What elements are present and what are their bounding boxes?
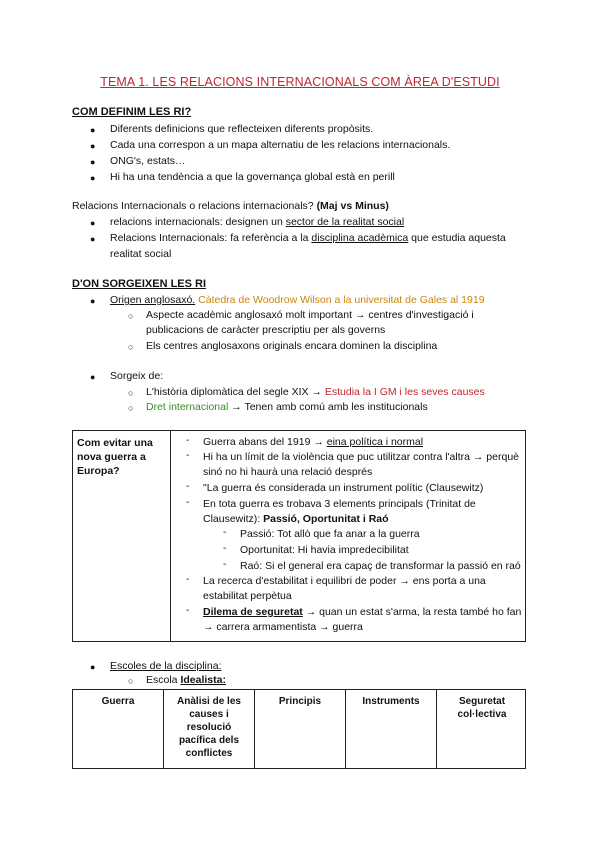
bullet-icon: ●: [90, 141, 96, 151]
text: L'història diplomàtica del segle XIX →: [146, 386, 325, 398]
list-item: [146, 401, 428, 413]
list-item: [110, 232, 506, 244]
text: → quan un estat s'arma, la resta també ho fan: [302, 606, 522, 618]
list-item: Els centres anglosaxons originals encara dominen la disciplina: [146, 340, 438, 352]
section-heading-definim: COM DEFINIM LES RI?: [72, 106, 192, 118]
question-bold: (Maj vs Minus): [316, 200, 389, 212]
list-item: La recerca d'estabilitat i equilibri de poder → ens porta a una: [203, 575, 486, 587]
dash-icon: -: [223, 559, 227, 570]
bullet-icon: ●: [90, 296, 96, 306]
bold-text: Idealista:: [180, 674, 226, 686]
list-item: [203, 606, 521, 618]
bullet-icon: ●: [90, 173, 96, 183]
text: relacions internacionals: designen un: [110, 216, 286, 228]
text: Relacions Internacionals: fa referència a la: [110, 232, 312, 244]
highlighted-text: Càtedra de Woodrow Wilson a la universitat de Gales al 1919: [195, 294, 485, 306]
text: que estudia aquesta: [408, 232, 506, 244]
table-header-cell: Anàlisi de les causes i resolució pacífica dels conflictes: [177, 696, 241, 759]
section-heading-sorgeixen: D'ON SORGEIXEN LES RI: [72, 278, 207, 290]
highlighted-text: Dret internacional: [146, 401, 229, 413]
list-item: [146, 386, 485, 398]
bullet-icon: ●: [90, 662, 96, 672]
bullet-icon: ●: [90, 234, 96, 244]
list-item: Hi ha un límit de la violència que puc utilitzar contra l'altra → perquè: [203, 451, 519, 463]
table-divider: [170, 430, 171, 641]
dash-icon: -: [223, 527, 227, 538]
dash-icon: -: [223, 543, 227, 554]
circle-bullet-icon: ○: [128, 403, 134, 413]
underlined-text: sector de la realitat social: [285, 216, 405, 228]
table-divider: [436, 689, 437, 768]
list-item-continuation: realitat social: [110, 248, 172, 260]
list-item: Aspecte acadèmic anglosaxó molt important → centres d'investigació i: [146, 309, 474, 321]
dash-icon: -: [186, 435, 190, 446]
list-item: Diferents definicions que reflecteixen diferents propòsits.: [110, 123, 374, 135]
bold-text: Passió, Oportunitat i Raó: [263, 513, 389, 525]
table-divider: [163, 689, 164, 768]
list-item: Hi ha una tendència a que la governança global està en perill: [110, 171, 395, 183]
text: Escola: [146, 674, 181, 686]
list-item: Raó: Si el general era capaç de transformar la passió en raó: [240, 560, 521, 572]
circle-bullet-icon: ○: [128, 311, 134, 321]
dash-icon: -: [186, 481, 190, 492]
underlined-text: disciplina acadèmica: [311, 232, 409, 244]
text: Guerra abans del 1919 →: [203, 436, 327, 448]
list-item: "La guerra és considerada un instrument polític (Clausewitz): [203, 482, 484, 494]
list-item: ONG's, estats…: [110, 155, 186, 167]
list-item: [203, 436, 423, 448]
dash-icon: -: [186, 497, 190, 508]
box-question: Com evitar una nova guerra a Europa?: [77, 437, 153, 477]
circle-bullet-icon: ○: [128, 388, 134, 398]
list-item: Sorgeix de:: [110, 370, 164, 382]
list-item-continuation: publicacions de caràcter prescriptiu per als governs: [146, 324, 386, 336]
circle-bullet-icon: ○: [128, 676, 134, 686]
table-header-cell: Principis: [278, 696, 322, 707]
bullet-icon: ●: [90, 157, 96, 167]
underlined-text: Origen anglosaxó.: [110, 294, 196, 306]
list-item-continuation: → carrera armamentista → guerra: [203, 621, 363, 633]
list-item: [146, 674, 226, 686]
table-header-cell: Seguretat col·lectiva: [457, 696, 507, 720]
bullet-icon: ●: [90, 372, 96, 382]
list-item: [110, 216, 404, 228]
dash-icon: -: [186, 574, 190, 585]
list-item-continuation: [203, 513, 389, 525]
bullet-icon: ●: [90, 125, 96, 135]
list-item: Oportunitat: Hi havia impredecibilitat: [240, 544, 409, 556]
list-item-continuation: sinó no hi haurà una relació després: [203, 466, 373, 478]
bullet-icon: ●: [90, 218, 96, 228]
text: → Tenen amb comú amb les institucionals: [228, 401, 428, 413]
circle-bullet-icon: ○: [128, 342, 134, 352]
question-line: [72, 200, 389, 212]
list-item-continuation: estabilitat perpètua: [203, 590, 292, 602]
page-title: TEMA 1. LES RELACIONS INTERNACIONALS COM ÀREA D'ESTUDI: [100, 75, 500, 89]
dash-icon: -: [186, 450, 190, 461]
list-item: Passió: Tot allò que fa anar a la guerra: [240, 528, 420, 540]
list-item: En tota guerra es trobava 3 elements principals (Trinitat de: [203, 498, 476, 510]
dash-icon: -: [186, 605, 190, 616]
text: Clausewitz):: [203, 513, 264, 525]
bold-text: Dilema de seguretat: [203, 606, 303, 618]
table-header-cell: Instruments: [362, 696, 420, 707]
underlined-text: eina política i normal: [326, 436, 424, 448]
origin-line: [110, 294, 485, 306]
question-text: Relacions Internacionals o relacions internacionals?: [72, 200, 314, 212]
highlighted-text: Estudia la I GM i les seves causes: [324, 386, 485, 398]
list-item: Escoles de la disciplina:: [110, 660, 222, 672]
table-header-cell: Guerra: [101, 696, 135, 707]
list-item: Cada una correspon a un mapa alternatiu de les relacions internacionals.: [110, 139, 451, 151]
